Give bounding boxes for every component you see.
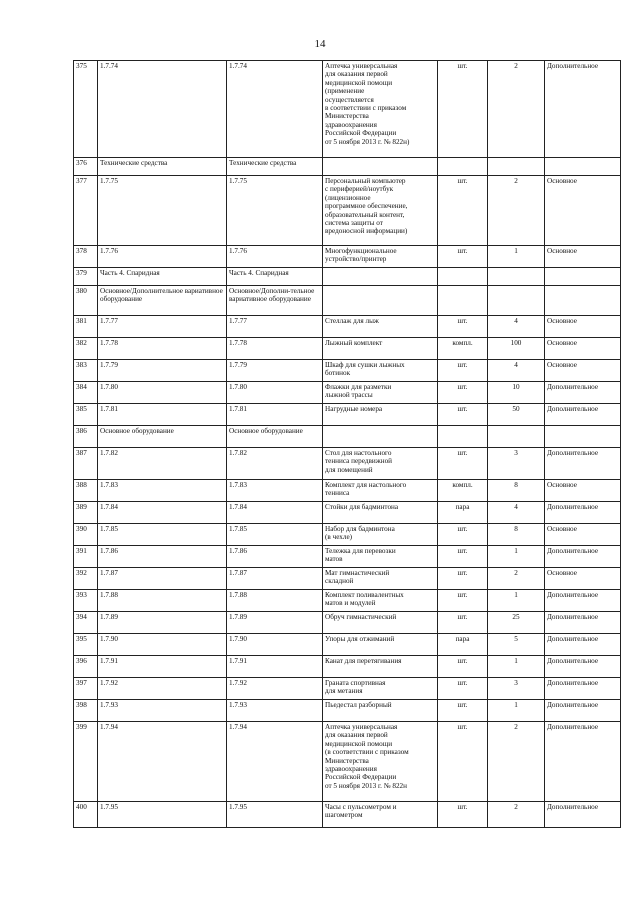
quantity-cell: 8 [488, 480, 545, 502]
name-line: медицинской помощи [325, 78, 393, 87]
code-cell: Основное/Дополнительное вариативное оборудование [98, 286, 227, 316]
page-number: 14 [314, 38, 326, 50]
name-line: тенниса передвижной [325, 457, 393, 466]
row-number-cell: 396 [74, 656, 98, 678]
quantity-cell [488, 426, 545, 448]
unit-cell: шт. [438, 382, 488, 404]
name-cell [323, 802, 438, 828]
name-line: для помещений [325, 465, 373, 474]
code-cell-2: 1.7.79 [227, 360, 323, 382]
code-cell-2: 1.7.81 [227, 404, 323, 426]
name-line: Набор для бадминтона [325, 525, 395, 533]
equipment-type-cell: Дополнительное [545, 448, 621, 480]
code-cell: 1.7.87 [98, 568, 227, 590]
unit-cell: шт. [438, 316, 488, 338]
table-row [74, 524, 621, 546]
quantity-cell: 1 [488, 546, 545, 568]
unit-cell [438, 268, 488, 286]
table-row [74, 426, 621, 448]
name-cell [323, 268, 438, 286]
unit-cell [438, 158, 488, 176]
name-cell [323, 61, 438, 158]
name-line: Многофункциональное [325, 247, 397, 255]
name-line: (лицензионное [325, 193, 371, 202]
name-cell [323, 568, 438, 590]
name-cell [323, 656, 438, 678]
name-line: лыжной трассы [325, 391, 373, 400]
name-line: программное обеспечение, [325, 202, 408, 211]
name-line: вредоносной информации) [325, 227, 408, 236]
equipment-type-cell: Дополнительное [545, 61, 621, 158]
name-cell [323, 426, 438, 448]
table-row [74, 678, 621, 700]
quantity-cell: 50 [488, 404, 545, 426]
quantity-cell: 1 [488, 656, 545, 678]
name-line: Обруч гимнастический [325, 613, 397, 621]
unit-cell: шт. [438, 448, 488, 480]
quantity-cell [488, 286, 545, 316]
unit-cell: шт. [438, 802, 488, 828]
code-cell: 1.7.90 [98, 634, 227, 656]
code-cell: 1.7.84 [98, 502, 227, 524]
equipment-type-cell: Основное [545, 316, 621, 338]
unit-cell: шт. [438, 590, 488, 612]
equipment-type-cell: Основное [545, 568, 621, 590]
table-row [74, 656, 621, 678]
name-cell [323, 612, 438, 634]
name-line: Флажки для разметки [325, 383, 392, 391]
name-line: в соответствии с приказом [325, 104, 407, 113]
name-cell [323, 524, 438, 546]
unit-cell: пара [438, 502, 488, 524]
unit-cell: шт. [438, 246, 488, 268]
table-row [74, 634, 621, 656]
name-line: Российской Федерации [325, 773, 397, 782]
row-number-cell: 399 [74, 722, 98, 802]
row-number-cell: 391 [74, 546, 98, 568]
name-line: медицинской помощи [325, 739, 393, 748]
name-cell [323, 700, 438, 722]
name-cell [323, 338, 438, 360]
equipment-type-cell: Дополнительное [545, 546, 621, 568]
row-number-cell: 379 [74, 268, 98, 286]
code-cell: Часть 4. Спаридная [98, 268, 227, 286]
unit-cell [438, 426, 488, 448]
equipment-type-cell: Дополнительное [545, 404, 621, 426]
code-cell-2: 1.7.80 [227, 382, 323, 404]
quantity-cell: 2 [488, 176, 545, 246]
name-line: для оказания первой [325, 70, 388, 79]
unit-cell: шт. [438, 722, 488, 802]
table-row [74, 802, 621, 828]
code-cell-2: 1.7.82 [227, 448, 323, 480]
name-cell [323, 246, 438, 268]
name-line: Упоры для отжиманий [325, 635, 395, 643]
name-line: Пьедестал разборный [325, 701, 392, 709]
code-cell-2: 1.7.91 [227, 656, 323, 678]
unit-cell: шт. [438, 656, 488, 678]
name-line: Тележка для перевозки [325, 547, 396, 555]
equipment-type-cell [545, 426, 621, 448]
quantity-cell: 25 [488, 612, 545, 634]
name-line: Стеллаж для лыж [325, 317, 379, 325]
code-cell: Основное оборудование [98, 426, 227, 448]
name-cell [323, 590, 438, 612]
row-number-cell: 377 [74, 176, 98, 246]
name-cell [323, 678, 438, 700]
name-line: (в чехле) [325, 533, 353, 542]
name-line: от 5 ноября 2013 г. № 822н) [325, 137, 410, 146]
code-cell-2: 1.7.77 [227, 316, 323, 338]
name-line: Аптечка универсальная [325, 62, 398, 70]
unit-cell: компл. [438, 338, 488, 360]
name-line: для оказания первой [325, 731, 388, 740]
equipment-type-cell: Дополнительное [545, 802, 621, 828]
name-line: Часы с пульсометром и [325, 803, 397, 811]
equipment-type-cell: Основное [545, 524, 621, 546]
quantity-cell [488, 268, 545, 286]
quantity-cell: 2 [488, 802, 545, 828]
name-cell [323, 286, 438, 316]
name-line: Мат гимнастический [325, 569, 390, 577]
name-line: Граната спортивная [325, 679, 386, 687]
table-row [74, 546, 621, 568]
unit-cell: шт. [438, 524, 488, 546]
code-cell: 1.7.77 [98, 316, 227, 338]
code-cell-2: 1.7.89 [227, 612, 323, 634]
code-cell-2: 1.7.86 [227, 546, 323, 568]
quantity-cell: 2 [488, 568, 545, 590]
code-cell-2: Основное оборудование [227, 426, 323, 448]
row-number-cell: 397 [74, 678, 98, 700]
name-line: от 5 ноября 2013 г. № 822н [325, 781, 407, 790]
row-number-cell: 394 [74, 612, 98, 634]
table-row [74, 316, 621, 338]
row-number-cell: 385 [74, 404, 98, 426]
quantity-cell: 4 [488, 360, 545, 382]
code-cell: 1.7.79 [98, 360, 227, 382]
quantity-cell: 4 [488, 316, 545, 338]
code-cell-2: Технические средства [227, 158, 323, 176]
name-cell [323, 634, 438, 656]
unit-cell: компл. [438, 480, 488, 502]
name-line: Стол для настольного [325, 449, 392, 457]
quantity-cell: 100 [488, 338, 545, 360]
code-cell: 1.7.76 [98, 246, 227, 268]
code-cell: 1.7.75 [98, 176, 227, 246]
row-number-cell: 387 [74, 448, 98, 480]
row-number-cell: 386 [74, 426, 98, 448]
equipment-type-cell: Дополнительное [545, 678, 621, 700]
name-line: Комплект для настольного [325, 481, 407, 489]
unit-cell: шт. [438, 360, 488, 382]
code-cell: 1.7.91 [98, 656, 227, 678]
name-cell [323, 158, 438, 176]
row-number-cell: 390 [74, 524, 98, 546]
row-number-cell: 382 [74, 338, 98, 360]
code-cell-2: 1.7.92 [227, 678, 323, 700]
table-row [74, 176, 621, 246]
quantity-cell: 1 [488, 700, 545, 722]
equipment-type-cell: Дополнительное [545, 700, 621, 722]
equipment-type-cell: Основное [545, 176, 621, 246]
name-line: здравоохранения [325, 120, 377, 129]
code-cell: 1.7.80 [98, 382, 227, 404]
code-cell: 1.7.92 [98, 678, 227, 700]
name-line: матов и модулей [325, 599, 376, 608]
equipment-type-cell: Дополнительное [545, 656, 621, 678]
row-number-cell: 384 [74, 382, 98, 404]
code-cell-2: 1.7.84 [227, 502, 323, 524]
unit-cell: шт. [438, 176, 488, 246]
table-row [74, 722, 621, 802]
quantity-cell: 10 [488, 382, 545, 404]
name-cell [323, 448, 438, 480]
row-number-cell: 383 [74, 360, 98, 382]
quantity-cell: 1 [488, 246, 545, 268]
table-body [74, 61, 621, 828]
code-cell-2: 1.7.88 [227, 590, 323, 612]
table-row [74, 568, 621, 590]
row-number-cell: 393 [74, 590, 98, 612]
name-line: тенниса [325, 489, 350, 498]
code-cell: 1.7.82 [98, 448, 227, 480]
name-line: Персональный компьютер [325, 177, 406, 185]
name-line: (в соответствии с приказом [325, 748, 409, 757]
code-cell: Технические средства [98, 158, 227, 176]
name-line: Аптечка универсальная [325, 723, 398, 731]
name-cell [323, 404, 438, 426]
equipment-type-cell: Основное [545, 480, 621, 502]
equipment-type-cell [545, 268, 621, 286]
code-cell: 1.7.86 [98, 546, 227, 568]
name-line: здравоохранения [325, 765, 377, 774]
equipment-type-cell: Основное [545, 338, 621, 360]
quantity-cell [488, 158, 545, 176]
name-line: складной [325, 577, 354, 586]
table-row [74, 158, 621, 176]
code-cell-2: 1.7.87 [227, 568, 323, 590]
code-cell-2: 1.7.94 [227, 722, 323, 802]
name-line: образовательный контент, [325, 210, 405, 219]
table-row [74, 700, 621, 722]
name-line: (применение [325, 87, 365, 96]
name-line: с периферией/ноутбук [325, 185, 394, 194]
quantity-cell: 1 [488, 590, 545, 612]
code-cell-2: 1.7.76 [227, 246, 323, 268]
table-row [74, 590, 621, 612]
name-cell [323, 502, 438, 524]
unit-cell: шт. [438, 404, 488, 426]
name-cell [323, 382, 438, 404]
name-line: Министерства [325, 112, 369, 121]
name-line: ботинок [325, 369, 351, 378]
equipment-type-cell: Дополнительное [545, 634, 621, 656]
code-cell-2: 1.7.78 [227, 338, 323, 360]
equipment-type-cell [545, 286, 621, 316]
equipment-type-cell [545, 158, 621, 176]
code-cell: 1.7.94 [98, 722, 227, 802]
name-line: Канат для перетягивания [325, 657, 402, 665]
table-row [74, 612, 621, 634]
code-cell-2: 1.7.83 [227, 480, 323, 502]
table-row [74, 360, 621, 382]
unit-cell: шт. [438, 612, 488, 634]
name-line: Нагрудные номера [325, 405, 383, 413]
name-line: матов [325, 555, 343, 564]
equipment-type-cell: Дополнительное [545, 382, 621, 404]
quantity-cell: 2 [488, 722, 545, 802]
name-line: устройство/принтер [325, 255, 387, 264]
name-line: Стойки для бадминтона [325, 503, 399, 511]
name-line: для метания [325, 687, 363, 696]
table-row [74, 448, 621, 480]
unit-cell: шт. [438, 61, 488, 158]
name-cell [323, 316, 438, 338]
code-cell-2: 1.7.93 [227, 700, 323, 722]
equipment-type-cell: Основное [545, 246, 621, 268]
name-cell [323, 722, 438, 802]
equipment-type-cell: Основное [545, 360, 621, 382]
equipment-type-cell: Дополнительное [545, 722, 621, 802]
code-cell: 1.7.93 [98, 700, 227, 722]
name-line: шагометром [325, 811, 363, 820]
code-cell-2: 1.7.85 [227, 524, 323, 546]
table-row [74, 382, 621, 404]
table-row [74, 338, 621, 360]
name-line: система защиты от [325, 219, 383, 228]
name-cell [323, 176, 438, 246]
code-cell: 1.7.81 [98, 404, 227, 426]
unit-cell: шт. [438, 700, 488, 722]
code-cell: 1.7.74 [98, 61, 227, 158]
row-number-cell: 395 [74, 634, 98, 656]
quantity-cell: 8 [488, 524, 545, 546]
code-cell-2: 1.7.95 [227, 802, 323, 828]
unit-cell: шт. [438, 546, 488, 568]
quantity-cell: 2 [488, 61, 545, 158]
unit-cell: шт. [438, 568, 488, 590]
equipment-type-cell: Дополнительное [545, 612, 621, 634]
quantity-cell: 4 [488, 502, 545, 524]
unit-cell: пара [438, 634, 488, 656]
row-number-cell: 388 [74, 480, 98, 502]
unit-cell [438, 286, 488, 316]
code-cell: 1.7.78 [98, 338, 227, 360]
table-row [74, 61, 621, 158]
code-cell: 1.7.85 [98, 524, 227, 546]
row-number-cell: 376 [74, 158, 98, 176]
name-line: Шкаф для сушки лыжных [325, 361, 405, 369]
code-cell-2: Основное/Дополни-тельное вариативное оборудование [227, 286, 323, 316]
quantity-cell: 3 [488, 678, 545, 700]
table-row [74, 246, 621, 268]
row-number-cell: 398 [74, 700, 98, 722]
unit-cell: шт. [438, 678, 488, 700]
name-cell [323, 546, 438, 568]
table-row [74, 480, 621, 502]
code-cell-2: 1.7.74 [227, 61, 323, 158]
table-row [74, 286, 621, 316]
name-line: Министерства [325, 756, 369, 765]
quantity-cell: 3 [488, 448, 545, 480]
equipment-table [73, 60, 621, 828]
code-cell: 1.7.89 [98, 612, 227, 634]
code-cell: 1.7.95 [98, 802, 227, 828]
equipment-type-cell: Дополнительное [545, 502, 621, 524]
table-row [74, 268, 621, 286]
equipment-type-cell: Дополнительное [545, 590, 621, 612]
row-number-cell: 392 [74, 568, 98, 590]
row-number-cell: 400 [74, 802, 98, 828]
row-number-cell: 380 [74, 286, 98, 316]
code-cell: 1.7.83 [98, 480, 227, 502]
name-cell [323, 480, 438, 502]
table-row [74, 502, 621, 524]
row-number-cell: 381 [74, 316, 98, 338]
quantity-cell: 5 [488, 634, 545, 656]
code-cell: 1.7.88 [98, 590, 227, 612]
name-cell [323, 360, 438, 382]
code-cell-2: Часть 4. Спаридная [227, 268, 323, 286]
code-cell-2: 1.7.90 [227, 634, 323, 656]
table-row [74, 404, 621, 426]
name-line: Комплект поливалентных [325, 591, 404, 599]
code-cell-2: 1.7.75 [227, 176, 323, 246]
row-number-cell: 378 [74, 246, 98, 268]
name-line: Российской Федерации [325, 129, 397, 138]
row-number-cell: 389 [74, 502, 98, 524]
name-line: Лыжный комплект [325, 339, 383, 347]
row-number-cell: 375 [74, 61, 98, 158]
name-line: осуществляется [325, 95, 374, 104]
